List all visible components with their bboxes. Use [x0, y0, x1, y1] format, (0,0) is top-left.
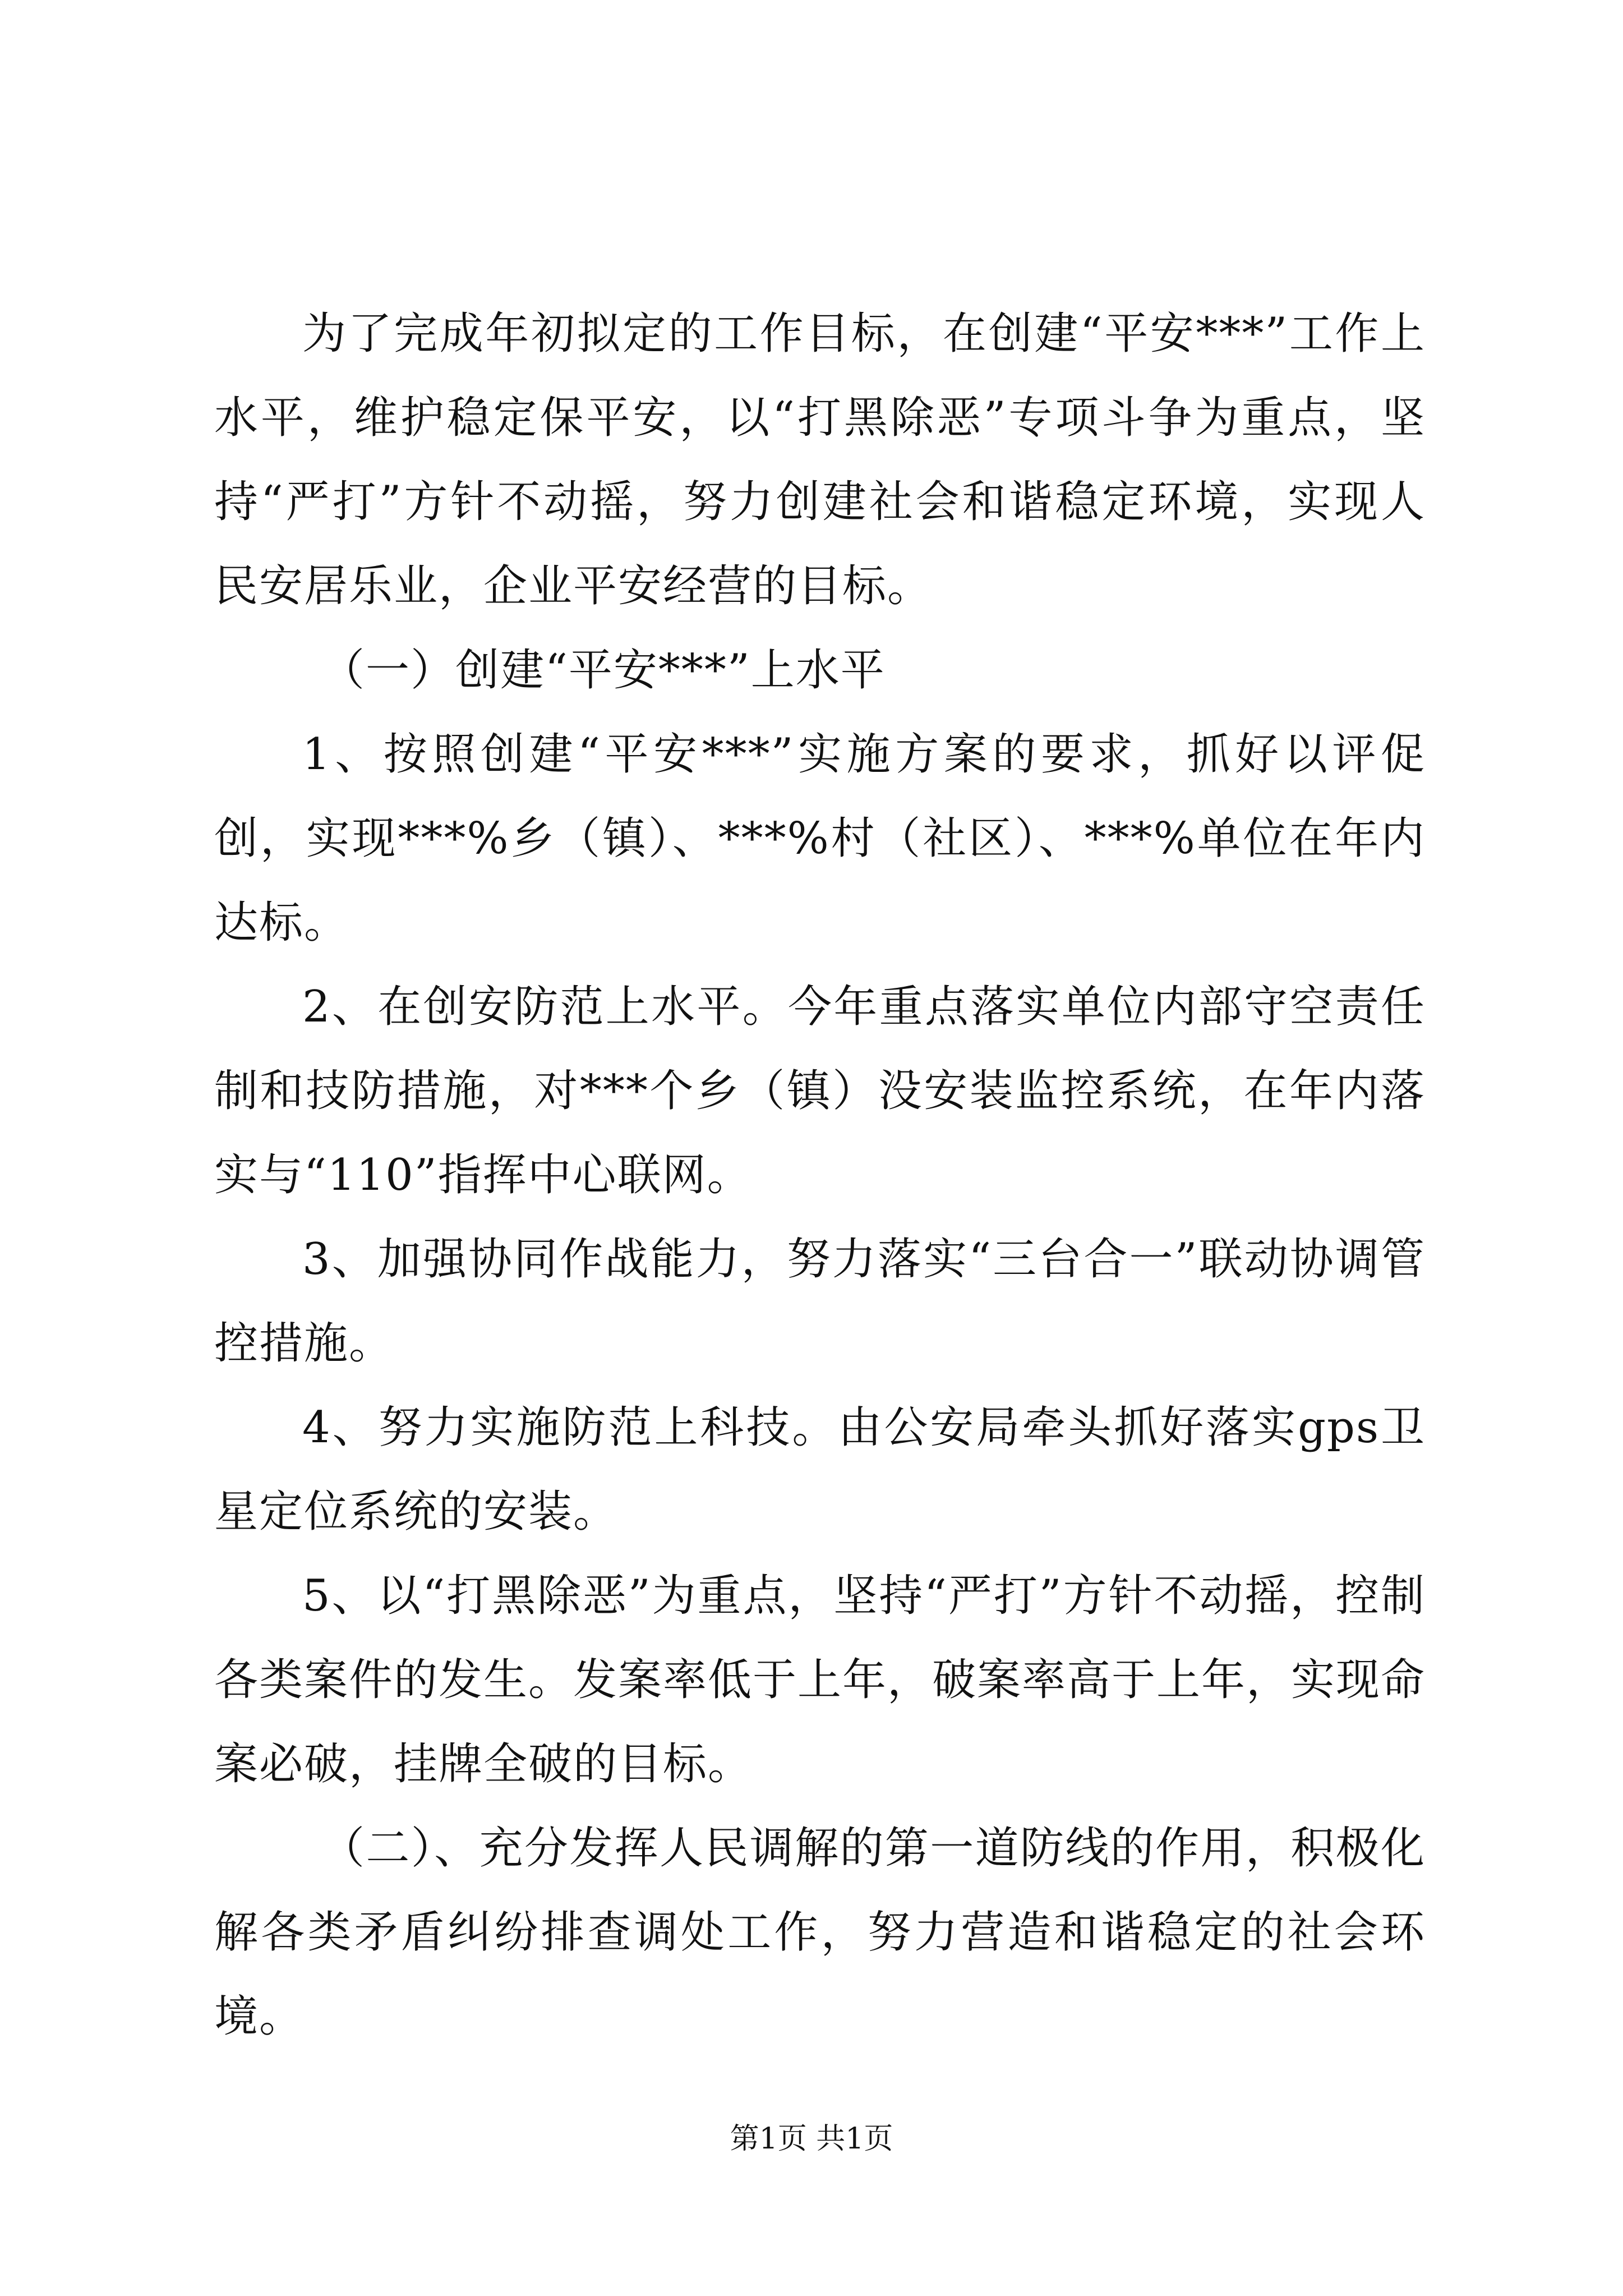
paragraph-item-4: 4、努力实施防范上科技。由公安局牵头抓好落实gps卫星定位系统的安装。 — [214, 1402, 1426, 1537]
paragraph-item-2: 2、在创安防范上水平。今年重点落实单位内部守空责任制和技防措施，对***个乡（镇）没安装监控系统，在年内落实与“110”指挥中心联网。 — [214, 982, 1426, 1200]
document-body — [214, 292, 1426, 2059]
paragraph-item-3: 3、加强协同作战能力，努力落实“三台合一”联动协调管控措施。 — [214, 1234, 1426, 1369]
section-heading-1: （一）创建“平安***”上水平 — [321, 645, 886, 696]
section-heading-2: （二）、充分发挥人民调解的第一道防线的作用，积极化解各类矛盾纠纷排查调处工作，努力营造和谐稳定的社会环境。 — [214, 1823, 1426, 2042]
paragraph-intro: 为了完成年初拟定的工作目标，在创建“平安***”工作上水平，维护稳定保平安，以“打黑除恶”专项斗争为重点，坚持“严打”方针不动摇，努力创建社会和谐稳定环境，实现人民安居乐业，企业平安经营的目标。 — [214, 309, 1426, 611]
paragraph-item-1: 1、按照创建“平安***”实施方案的要求，抓好以评促创，实现***%乡（镇）、***%村（社区）、***%单位在年内达标。 — [214, 729, 1426, 948]
page-footer: 第1页 共1页 — [730, 2122, 893, 2156]
paragraph-item-5: 5、以“打黑除恶”为重点，坚持“严打”方针不动摇，控制各类案件的发生。发案率低于上年，破案率高于上年，实现命案必破，挂牌全破的目标。 — [214, 1571, 1426, 1789]
